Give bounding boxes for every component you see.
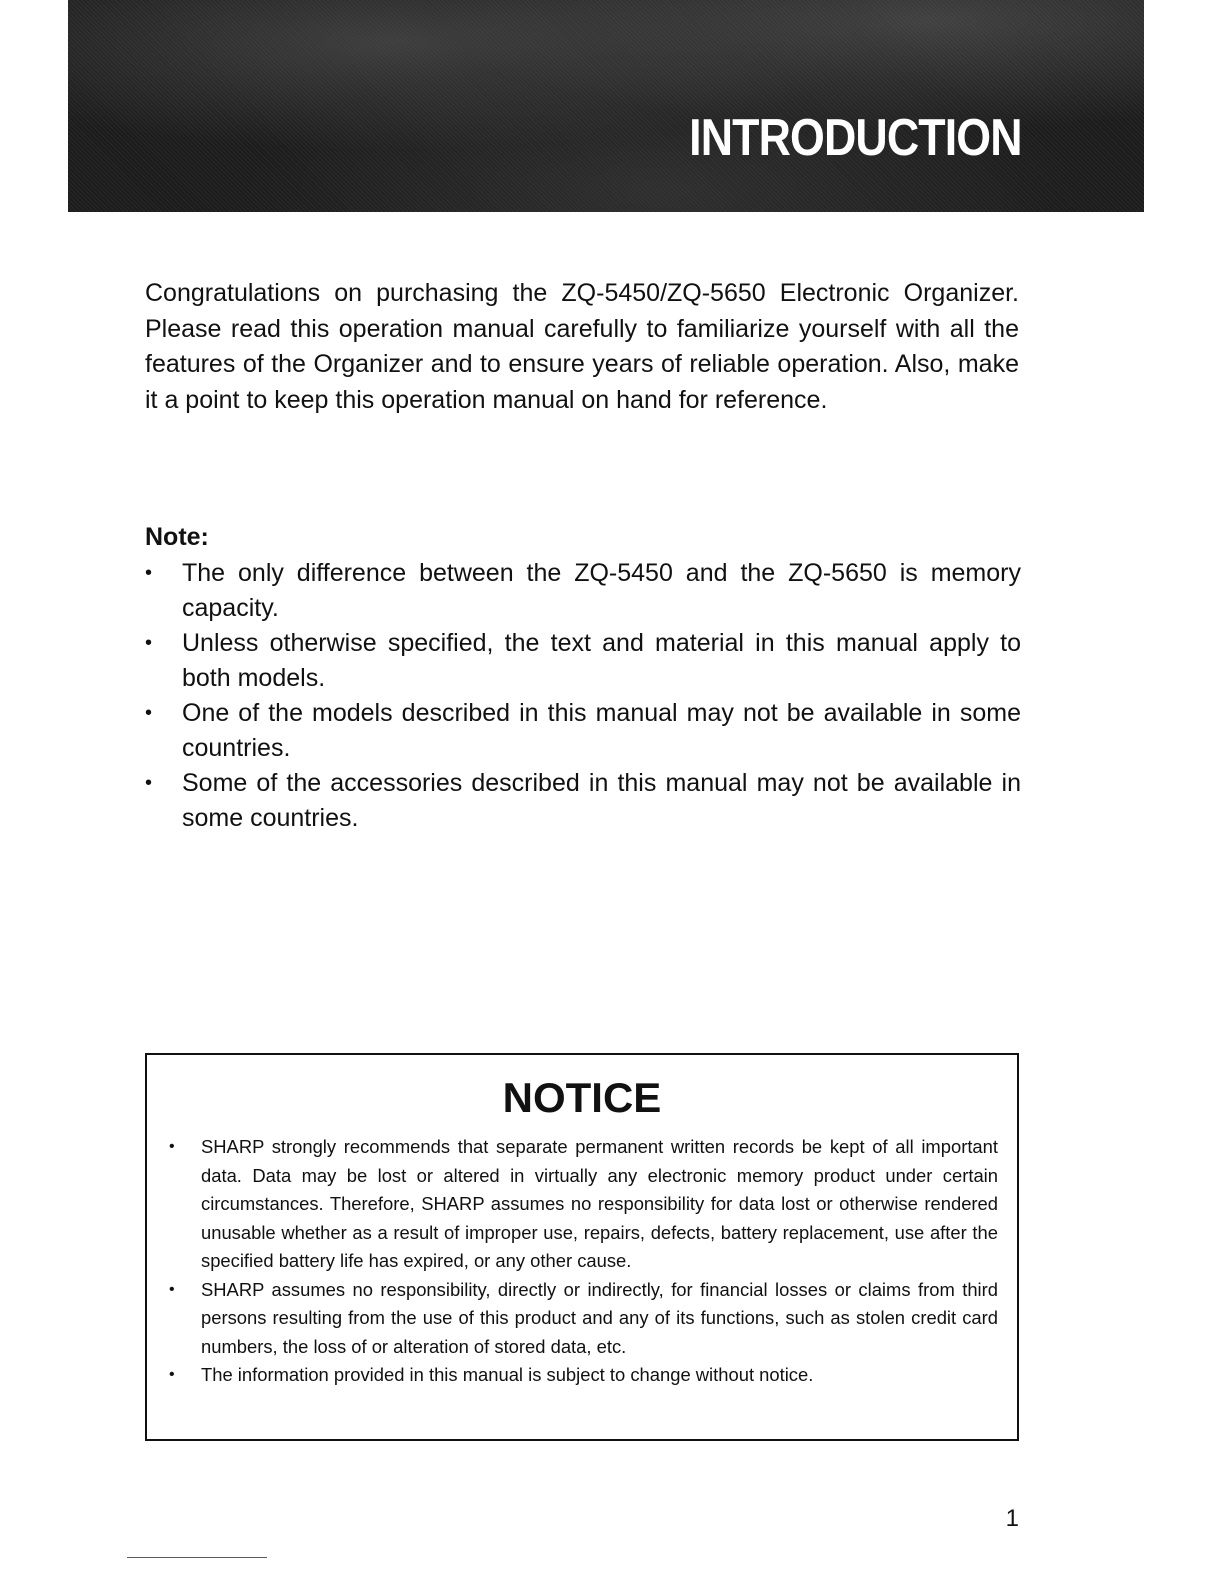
note-item: • Unless otherwise specified, the text and material in this manual apply to both models.	[145, 626, 1021, 696]
note-item: • The only difference between the ZQ-5450 and the ZQ-5650 is memory capacity.	[145, 556, 1021, 626]
header-banner	[68, 0, 1144, 212]
intro-paragraph: Congratulations on purchasing the ZQ-5450/ZQ-5650 Electronic Organizer. Please read this operation manual carefully to familiarize yourself with all the features of the Organizer and to ensure years of reliable operation. Also, make it a point to keep this operation manual on hand for reference.	[145, 279, 1019, 414]
footer-divider	[127, 1557, 267, 1558]
page-title: INTRODUCTION	[689, 109, 1022, 167]
notice-list	[169, 1133, 998, 1390]
notice-box	[145, 1053, 1019, 1441]
note-item: • Some of the accessories described in this manual may not be available in some countries.	[145, 766, 1021, 836]
note-list	[145, 556, 1021, 836]
notice-item: • The information provided in this manual is subject to change without notice.	[169, 1361, 998, 1390]
note-item: • One of the models described in this manual may not be available in some countries.	[145, 696, 1021, 766]
notice-item: • SHARP assumes no responsibility, directly or indirectly, for financial losses or claims from third persons resulting from the use of this product and any of its functions, such as stolen credit card numbers, the loss of or alteration of stored data, etc.	[169, 1276, 998, 1362]
page-number: 1	[1005, 1505, 1019, 1532]
note-heading: Note:	[145, 523, 209, 551]
notice-item: • SHARP strongly recommends that separate permanent written records be kept of all important data. Data may be lost or altered in virtually any electronic memory product under certain circumstances. Therefore, SHARP assumes no responsibility for data lost or otherwise rendered unusable whether as a result of improper use, repairs, defects, battery replacement, use after the specified battery life has expired, or any other cause.	[169, 1133, 998, 1276]
notice-title: NOTICE	[502, 1074, 662, 1121]
